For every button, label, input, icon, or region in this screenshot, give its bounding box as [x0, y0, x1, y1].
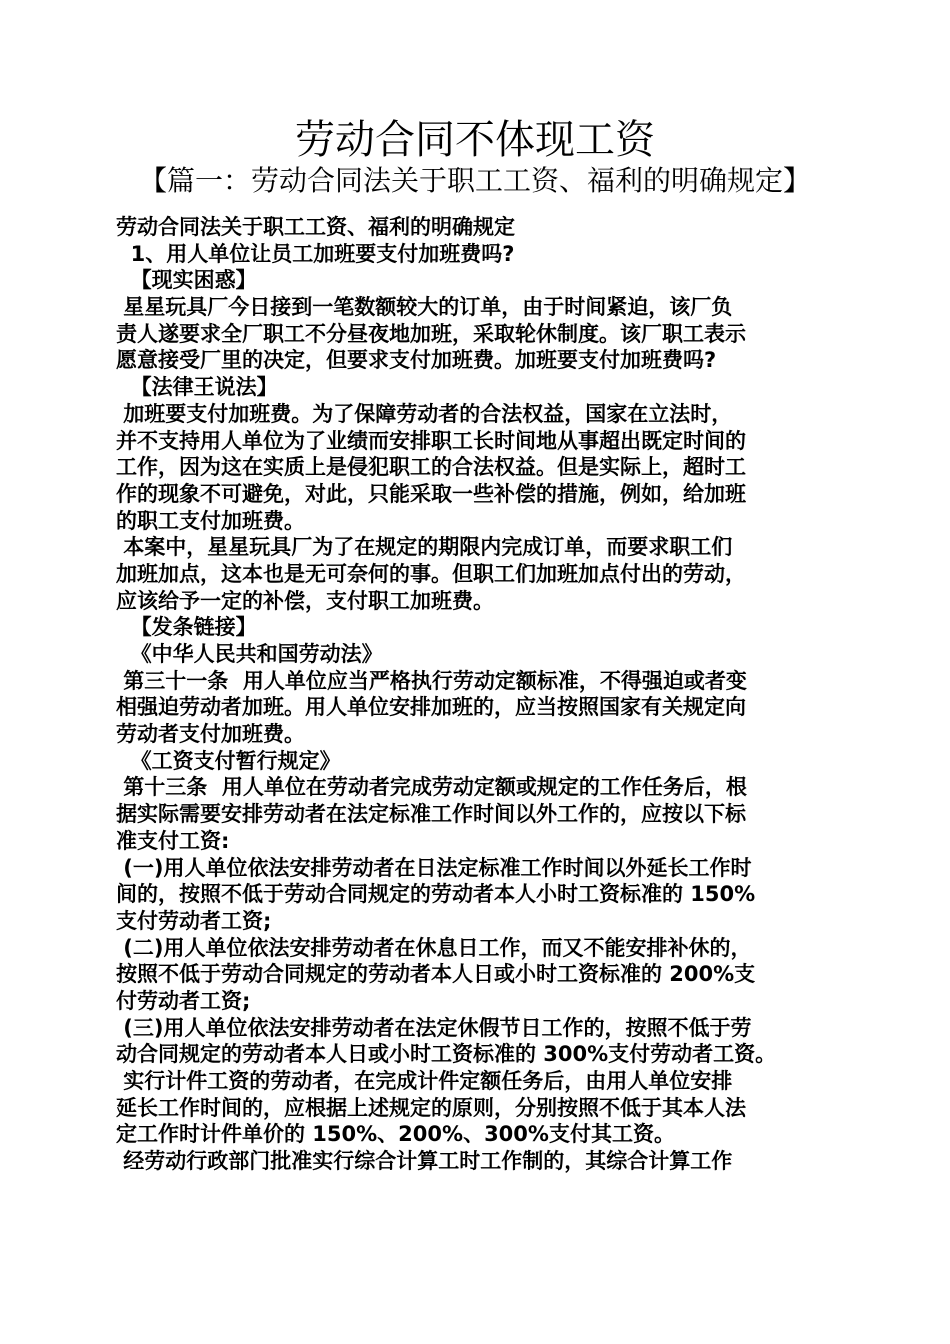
- body-text-line: 【发条链接】: [116, 615, 257, 640]
- body-text-line: 据实际需要安排劳动者在法定标准工作时间以外工作的，应按以下标: [116, 802, 746, 827]
- body-text-line: (一)用人单位依法安排劳动者在日法定标准工作时间以外延长工作时: [116, 855, 752, 880]
- body-text-line: 愿意接受厂里的决定，但要求支付加班费。加班要支付加班费吗?: [116, 348, 717, 373]
- body-text-line: (三)用人单位依法安排劳动者在法定休假节日工作的，按照不低于劳: [116, 1015, 752, 1040]
- body-text-line: 经劳动行政部门批准实行综合计算工时工作制的，其综合计算工作: [116, 1149, 733, 1174]
- body-text-line: 按照不低于劳动合同规定的劳动者本人日或小时工资标准的 200%支: [116, 962, 756, 987]
- body-text-line: (二)用人单位依法安排劳动者在休息日工作，而又不能安排补休的，: [116, 935, 752, 960]
- body-text-line: 间的，按照不低于劳动合同规定的劳动者本人小时工资标准的 150%: [116, 882, 756, 907]
- body-text-line: 【法律王说法】: [116, 375, 278, 400]
- body-text-line: 《中华人民共和国劳动法》: [116, 642, 383, 666]
- body-text-line: 《工资支付暂行规定》: [116, 748, 341, 773]
- body-text-line: 支付劳动者工资;: [116, 908, 272, 933]
- document-body: [116, 214, 846, 1175]
- body-text-line: 应该给予一定的补偿，支付职工加班费。: [116, 588, 494, 613]
- body-text-line: 责人遂要求全厂职工不分昼夜地加班，采取轮休制度。该厂职工表示: [116, 321, 746, 346]
- body-text-line: 加班要支付加班费。为了保障劳动者的合法权益，国家在立法时，: [116, 401, 733, 426]
- body-text-line: 并不支持用人单位为了业绩而安排职工长时间地从事超出既定时间的: [116, 428, 746, 453]
- body-text-line: 的职工支付加班费。: [116, 508, 305, 533]
- body-text-line: 准支付工资:: [116, 828, 230, 853]
- document-subtitle: 【篇一：劳动合同法关于职工工资、福利的明确规定】: [138, 164, 811, 197]
- body-text-line: 劳动者支付加班费。: [116, 722, 305, 747]
- body-text-line: 工作，因为这在实质上是侵犯职工的合法权益。但是实际上，超时工: [116, 455, 746, 480]
- body-text-line: 劳动合同法关于职工工资、福利的明确规定: [116, 215, 515, 239]
- body-text-line: 动合同规定的劳动者本人日或小时工资标准的 300%支付劳动者工资。: [116, 1042, 777, 1067]
- body-text-line: 作的现象不可避免，对此，只能采取一些补偿的措施，例如，给加班: [116, 481, 746, 506]
- body-text-line: 付劳动者工资;: [116, 988, 251, 1013]
- body-text-line: 实行计件工资的劳动者，在完成计件定额任务后，由用人单位安排: [116, 1069, 733, 1093]
- document-title: 劳动合同不体现工资: [295, 117, 655, 163]
- body-text-line: 第三十一条 用人单位应当严格执行劳动定额标准，不得强迫或者变: [116, 668, 747, 693]
- body-text-line: 【现实困惑】: [116, 268, 257, 293]
- body-text-line: 星星玩具厂今日接到一笔数额较大的订单，由于时间紧迫，该厂负: [116, 295, 733, 320]
- body-text-line: 1、用人单位让员工加班要支付加班费吗?: [116, 241, 515, 266]
- body-text-line: 加班加点，这本也是无可奈何的事。但职工们加班加点付出的劳动，: [116, 561, 746, 586]
- body-text-line: 相强迫劳动者加班。用人单位安排加班的，应当按照国家有关规定向: [116, 695, 746, 720]
- body-text-line: 延长工作时间的，应根据上述规定的原则，分别按照不低于其本人法: [116, 1095, 746, 1120]
- body-text-line: 第十三条 用人单位在劳动者完成劳动定额或规定的工作任务后，根: [116, 775, 747, 800]
- body-text-line: 本案中，星星玩具厂为了在规定的期限内完成订单，而要求职工们: [116, 535, 733, 560]
- body-text-line: 定工作时计件单价的 150%、200%、300%支付其工资。: [116, 1122, 675, 1147]
